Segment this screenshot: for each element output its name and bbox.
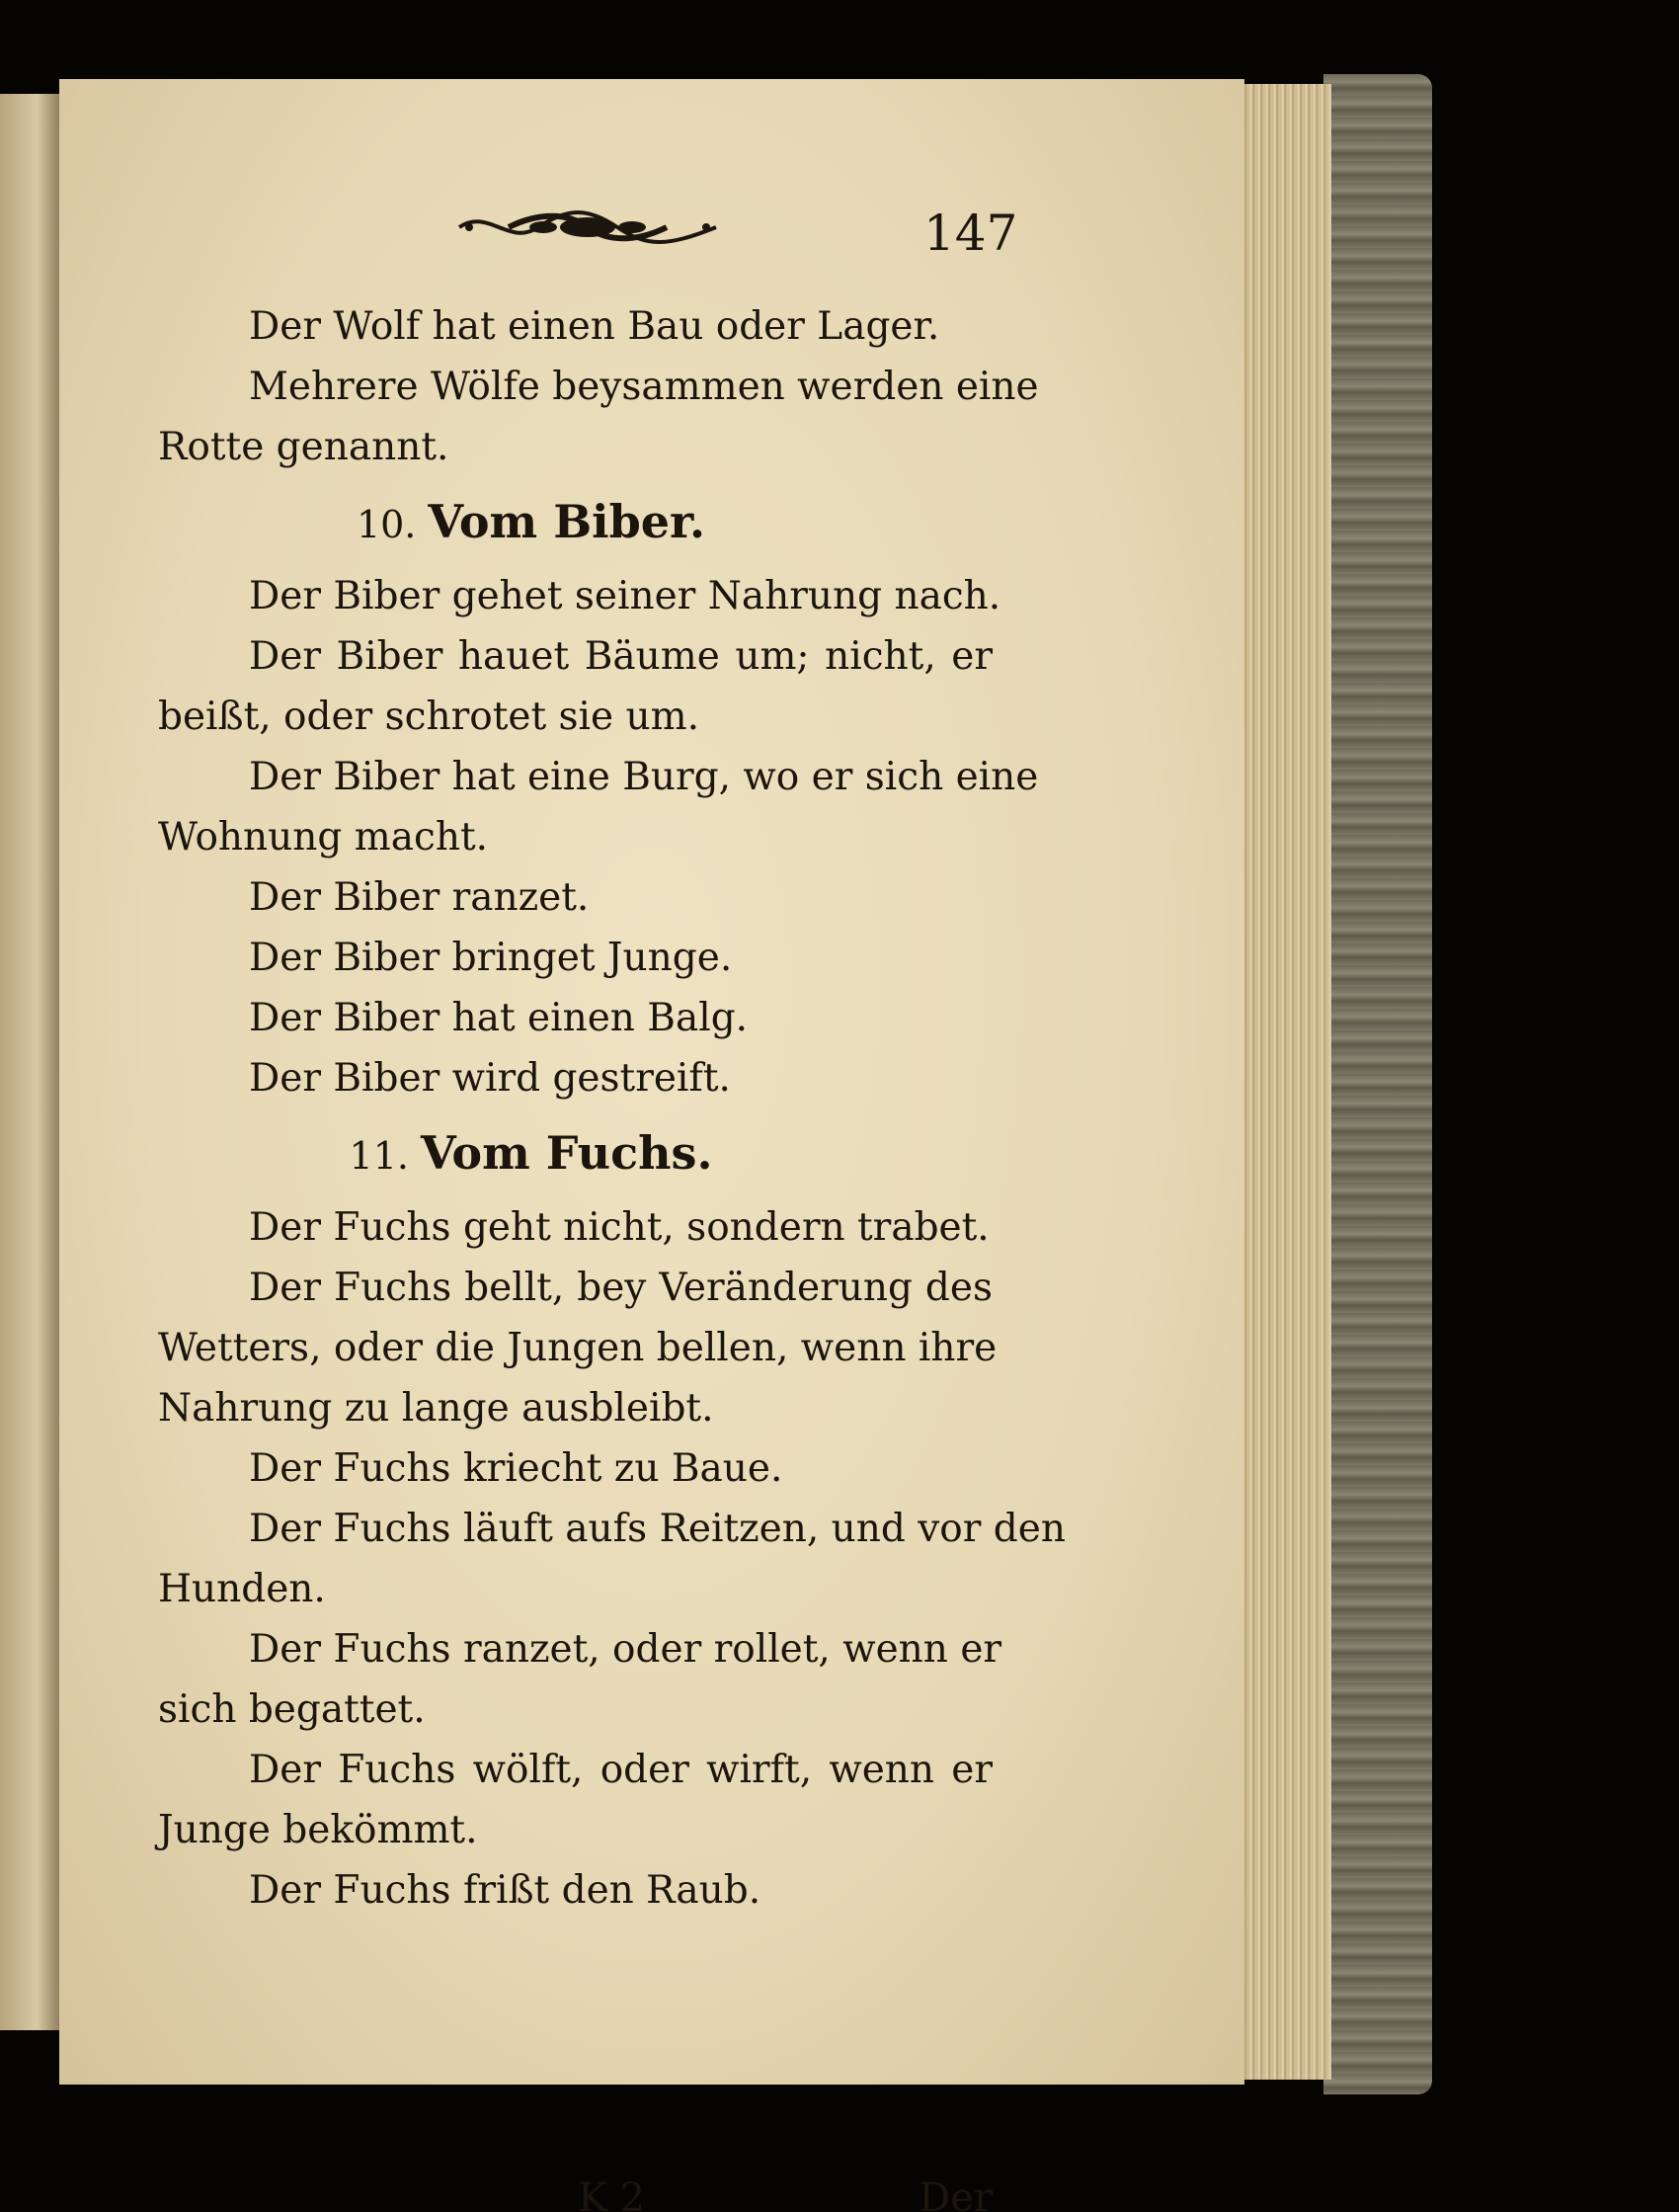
book-cover-edge (1323, 74, 1432, 2094)
text-line: Mehrere Wölfe beysammen werden eine (249, 365, 1039, 409)
section-number: 11. (349, 1134, 409, 1178)
text-line: Der Fuchs bellt, bey Veränderung des (249, 1266, 993, 1310)
text-line: Der Biber bringet Junge. (249, 936, 733, 980)
section-number: 10. (356, 503, 417, 546)
text-line: Der Biber hat eine Burg, wo er sich eine (249, 755, 1039, 799)
page-block-edges (1233, 84, 1331, 2080)
page-number: 147 (923, 205, 1018, 262)
text-line: Der Biber ranzet. (249, 875, 590, 920)
section-heading-biber (158, 477, 993, 566)
text-line: Der Biber hauet Bäume um; nicht, er (249, 634, 993, 679)
text-line: Der Fuchs frißt den Raub. (249, 1868, 761, 1913)
catchword: Der (919, 2175, 993, 2212)
text-line: Der Wolf hat einen Bau oder Lager. (249, 304, 940, 349)
text-line: Der Fuchs ranzet, oder rollet, wenn er (249, 1627, 1002, 1672)
header-ornament (449, 203, 726, 252)
text-line: Der Biber hat einen Balg. (249, 996, 749, 1040)
section-heading-fuchs (158, 1108, 993, 1197)
text-line: Wetters, oder die Jungen bellen, wenn ihre (158, 1326, 998, 1370)
text-line: Hunden. (158, 1567, 326, 1611)
text-line: Nahrung zu lange ausbleibt. (158, 1386, 714, 1431)
text-line: Der Fuchs kriecht zu Baue. (249, 1446, 783, 1491)
text-line: Der Fuchs läuft aufs Reitzen, und vor den (249, 1507, 1066, 1551)
text-line: Der Biber gehet seiner Nahrung nach. (249, 574, 1001, 618)
page-header (449, 203, 1018, 262)
text-line: Der Biber wird gestreift. (249, 1056, 731, 1101)
left-page-edge (0, 94, 61, 2030)
text-line: beißt, oder schrotet sie um. (158, 695, 699, 739)
page-body (158, 296, 1066, 2212)
page-footer (158, 2175, 993, 2212)
text-line: Rotte genannt. (158, 425, 449, 469)
text-line: Junge bekömmt. (158, 1808, 478, 1852)
text-line: sich begattet. (158, 1687, 426, 1732)
section-title: Vom Biber. (428, 495, 706, 548)
text-line: Der Fuchs wölft, oder wirft, wenn er (249, 1748, 993, 1792)
section-title: Vom Fuchs. (420, 1126, 713, 1180)
text-line: Wohnung macht. (158, 815, 489, 860)
text-line: Der Fuchs geht nicht, sondern trabet. (249, 1205, 990, 1250)
signature-mark: K 2 (578, 2175, 646, 2212)
